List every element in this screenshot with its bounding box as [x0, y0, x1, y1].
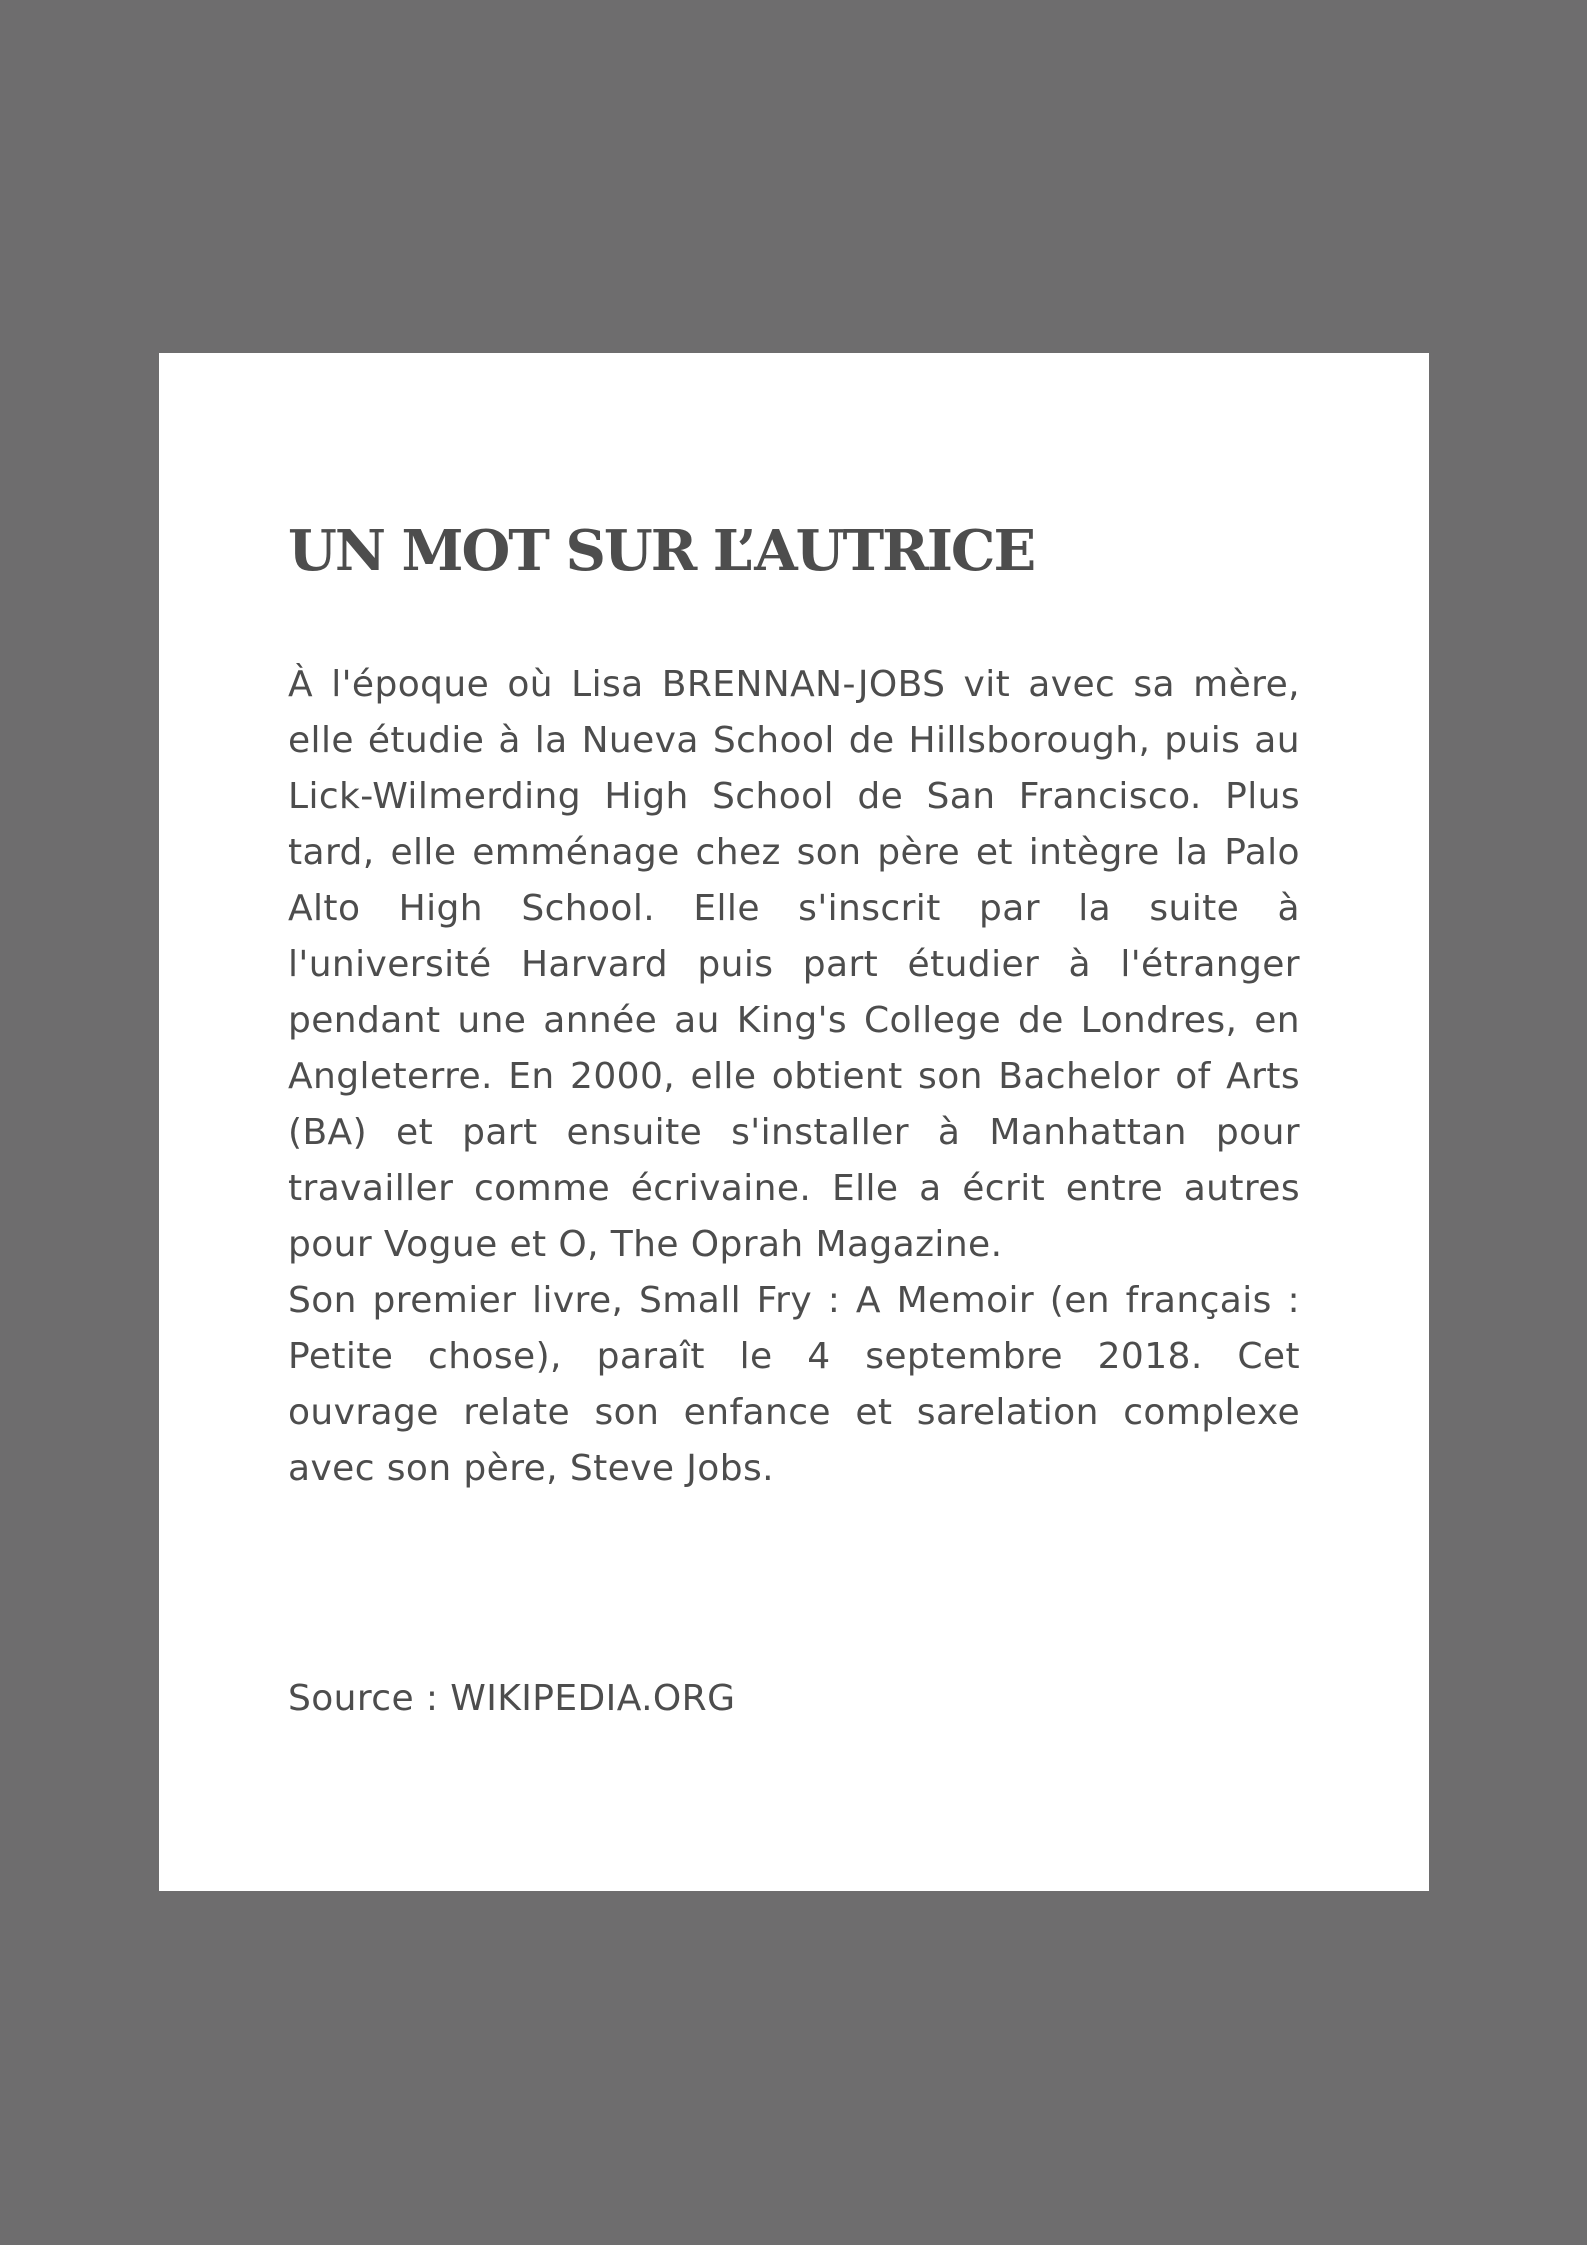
page-title: UN MOT SUR L’AUTRICE: [288, 518, 1035, 584]
bio-paragraph-book: Son premier livre, Small Fry : A Memoir (en français : Petite chose), paraît le 4 septembre 2018. Cet ouvrage relate son enfance et sarelation complexe avec son père, Steve Jobs.: [288, 1280, 1300, 1489]
bio-paragraph-education: À l'époque où Lisa BRENNAN-JOBS vit avec sa mère, elle étudie à la Nueva School de Hillsborough, puis au Lick-Wilmerding High School de San Francisco. Plus tard, elle emménage chez son père et intègre la Palo Alto High School. Elle s'inscrit par la suite à l'université Harvard puis part étudier à l'étranger pendant une année au King's College de Londres, en Angleterre. En 2000, elle obtient son Bachelor of Arts (BA) et part ensuite s'installer à Manhattan pour travailler comme écrivaine. Elle a écrit entre autres pour Vogue et O, The Oprah Magazine.: [288, 664, 1300, 1265]
source-credit: Source : WIKIPEDIA.ORG: [288, 1678, 736, 1719]
author-bio: [288, 657, 1300, 1497]
author-card: [159, 353, 1429, 1891]
